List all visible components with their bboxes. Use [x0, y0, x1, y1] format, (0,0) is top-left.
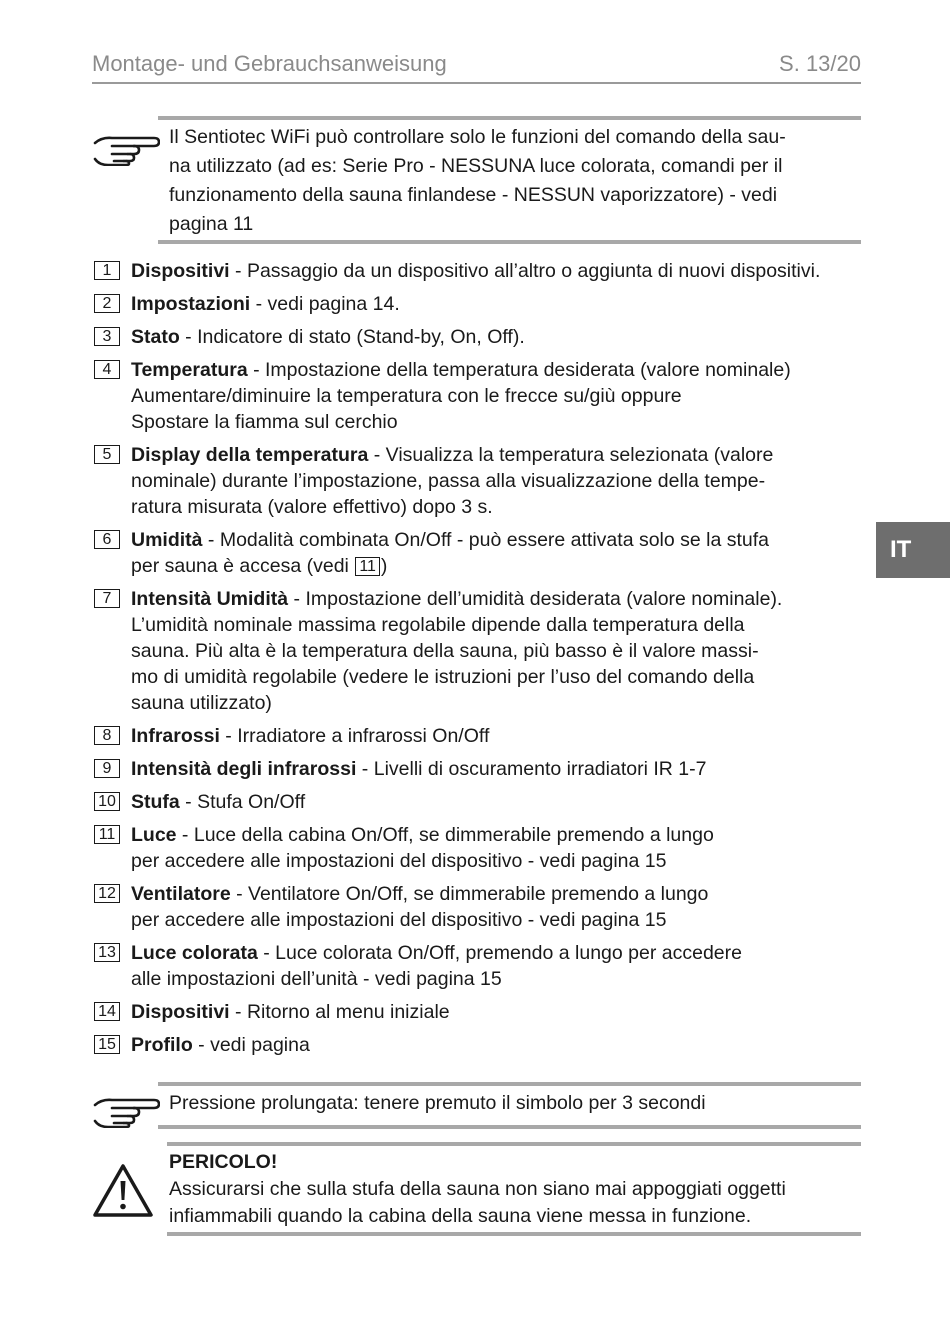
item-number: 12 [94, 884, 120, 903]
danger-warning-box [92, 1142, 861, 1238]
page-number: S. 13/20 [779, 51, 861, 76]
list-item: 4 Temperatura - Impostazione della temperatura desiderata (valore nominale) Aumentare/diminuire la temperatura con le frecce su/giù oppure Spostare la fiamma sul cerchio [94, 357, 864, 435]
item-term: Display della temperatura [131, 444, 369, 466]
language-tab: IT [876, 522, 950, 578]
list-item: 11 Luce - Luce della cabina On/Off, se dimmerabile premendo a lungo per accedere alle impostazioni del dispositivo - vedi pagina 15 [94, 822, 864, 874]
list-item: 3 Stato - Indicatore di stato (Stand-by, On, Off). [94, 324, 864, 350]
note-text: Pressione prolungata: tenere premuto il simbolo per 3 secondi [169, 1092, 706, 1114]
item-number: 5 [94, 445, 120, 464]
item-term: Temperatura [131, 359, 248, 381]
list-item: 14 Dispositivi - Ritorno al menu iniziale [94, 999, 864, 1025]
note-bottom-rule [158, 1125, 861, 1129]
list-item: 7 Intensità Umidità - Impostazione dell’umidità desiderata (valore nominale). L’umidità nominale massima regolabile dipende dalla temperatura della sauna. Più alta è la temperatura della sauna, più basso è il valore massi- mo di umidità regolabile (vedere le istruzioni per l’uso del comando della sauna utilizzato) [94, 586, 864, 716]
warning-heading: PERICOLO! [169, 1151, 278, 1173]
item-term: Luce colorata [131, 942, 258, 964]
item-term: Ventilatore [131, 883, 231, 905]
item-term: Luce [131, 824, 177, 846]
warning-bottom-rule [167, 1232, 861, 1236]
note-top-rule [158, 116, 861, 120]
document-title: Montage- und Gebrauchsanweisung [92, 51, 447, 76]
item-term: Umidità [131, 529, 203, 551]
warning-top-rule [167, 1142, 861, 1146]
item-term: Stufa [131, 791, 180, 813]
pointing-hand-icon [92, 1092, 160, 1128]
warning-text: PERICOLO! Assicurarsi che sulla stufa della sauna non siano mai appoggiati oggetti infiammabili quando la cabina della sauna viene messa in funzione. [169, 1149, 861, 1230]
list-item: 12 Ventilatore - Ventilatore On/Off, se dimmerabile premendo a lungo per accedere alle impostazioni del dispositivo - vedi pagina 15 [94, 881, 864, 933]
page-header [92, 50, 861, 84]
reference-number: 11 [355, 557, 380, 576]
pointing-hand-icon [92, 130, 160, 166]
item-term: Profilo [131, 1034, 193, 1056]
list-item: 13 Luce colorata - Luce colorata On/Off, premendo a lungo per accedere alle impostazioni dell’unità - vedi pagina 15 [94, 940, 864, 992]
note-top-rule [158, 1082, 861, 1086]
item-number: 1 [94, 261, 120, 280]
item-number: 9 [94, 759, 120, 778]
note-box-long-press [92, 1082, 861, 1130]
item-number: 10 [94, 792, 120, 811]
item-number: 2 [94, 294, 120, 313]
item-number: 3 [94, 327, 120, 346]
item-number: 8 [94, 726, 120, 745]
note-text: Il Sentiotec WiFi può controllare solo le funzioni del comando della sau- na utilizzato (ad es: Serie Pro - NESSUNA luce colorata, comandi per il funzionamento della sauna finlandese - NESSUN vaporizzatore) - vedi pagina 11 [169, 126, 786, 235]
list-item: 8 Infrarossi - Irradiatore a infrarossi On/Off [94, 723, 864, 749]
item-term: Stato [131, 326, 180, 348]
item-term: Dispositivi [131, 260, 230, 282]
list-item: 10 Stufa - Stufa On/Off [94, 789, 864, 815]
list-item: 1 Dispositivi - Passaggio da un dispositivo all’altro o aggiunta di nuovi dispositivi. [94, 258, 864, 284]
item-term: Intensità Umidità [131, 588, 289, 610]
item-term: Dispositivi [131, 1001, 230, 1023]
list-item: 6 Umidità - Modalità combinata On/Off - può essere attivata solo se la stufa per sauna è accesa (vedi 11 ) [94, 527, 864, 579]
item-term: Infrarossi [131, 725, 220, 747]
item-number: 6 [94, 530, 120, 549]
note-bottom-rule [158, 240, 861, 244]
list-item: 15 Profilo - vedi pagina [94, 1032, 864, 1058]
item-number: 4 [94, 360, 120, 379]
item-number: 7 [94, 589, 120, 608]
item-number: 14 [94, 1002, 120, 1021]
item-number: 13 [94, 943, 120, 962]
list-item: 5 Display della temperatura - Visualizza la temperatura selezionata (valore nominale) durante l’impostazione, passa alla visualizzazione della tempe- ratura misurata (valore effettivo) dopo 3 s. [94, 442, 864, 520]
list-item: 2 Impostazioni - vedi pagina 14. [94, 291, 864, 317]
item-term: Intensità degli infrarossi [131, 758, 357, 780]
item-number: 11 [94, 825, 120, 844]
note-box [92, 116, 861, 246]
legend-list [94, 258, 864, 1065]
item-number: 15 [94, 1035, 120, 1054]
item-term: Impostazioni [131, 293, 251, 315]
warning-triangle-icon [92, 1162, 154, 1218]
list-item: 9 Intensità degli infrarossi - Livelli di oscuramento irradiatori IR 1-7 [94, 756, 864, 782]
